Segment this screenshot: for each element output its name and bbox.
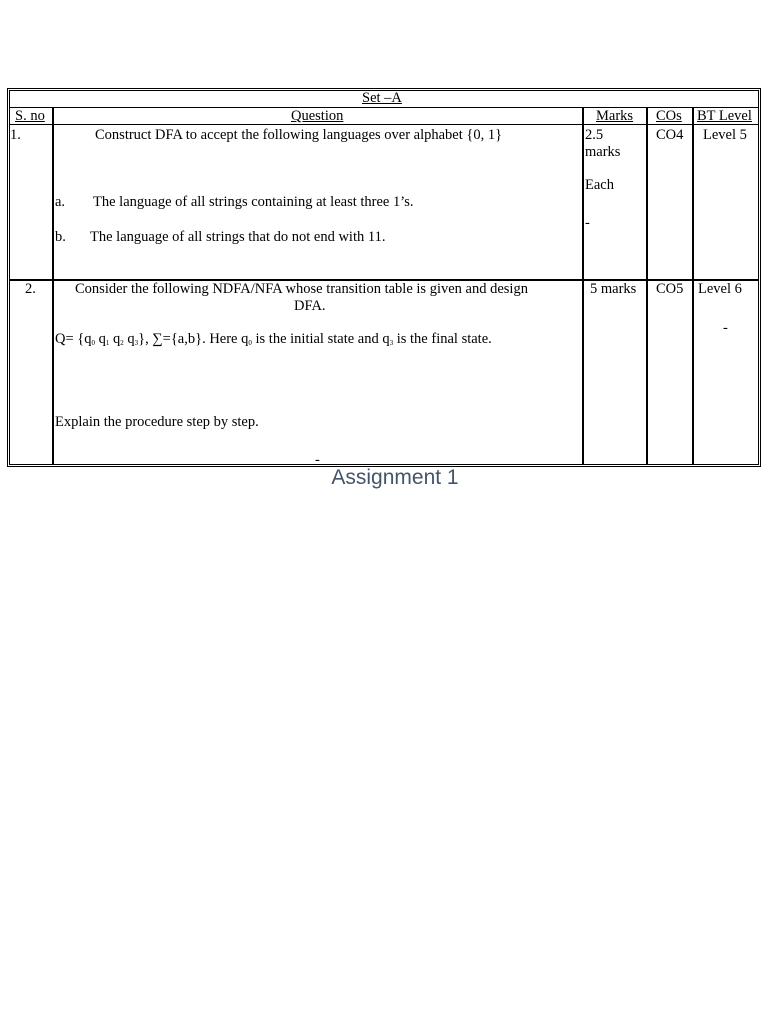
row1-marks-each: Each xyxy=(585,177,614,193)
row1-marks-value: 2.5 xyxy=(585,127,604,143)
assignment-title: Assignment 1 xyxy=(331,466,459,489)
header-bt-level: BT Level xyxy=(697,108,752,124)
row2-marks: 5 marks xyxy=(590,281,637,297)
row1-marks-unit: marks xyxy=(585,144,621,160)
col-divider-cos xyxy=(692,107,694,464)
row2-sno: 2. xyxy=(25,281,36,297)
header-sno: S. no xyxy=(15,108,45,124)
row2-question-title-line2: DFA. xyxy=(294,298,326,314)
row1-question-title: Construct DFA to accept the following languages over alphabet {0, 1} xyxy=(95,127,503,143)
row2-explain: Explain the procedure step by step. xyxy=(55,414,259,430)
row1-item-b-label: b. xyxy=(55,229,66,245)
row1-item-b-text: The language of all strings that do not end with 11. xyxy=(90,229,386,245)
row1-co: CO4 xyxy=(656,127,684,143)
set-title: Set –A xyxy=(362,90,402,106)
header-question: Question xyxy=(291,108,344,124)
row2-bt-level: Level 6 xyxy=(698,281,742,297)
row2-co: CO5 xyxy=(656,281,684,297)
row1-item-a-text: The language of all strings containing at least three 1’s. xyxy=(93,194,414,210)
row2-question-title-line1: Consider the following NDFA/NFA whose transition table is given and design xyxy=(75,281,528,297)
row2-bottom-dash: - xyxy=(315,452,320,468)
col-divider-sno xyxy=(52,107,54,464)
row2-state-definition: $Q= \{q_0$ $q_1$ $q_2$ $q_3$}, ∑={a,b}. Here $q_0$ is the initial state and $q_3$ is the final state. xyxy=(55,331,492,347)
row2-bt-dash: - xyxy=(723,320,728,336)
col-divider-marks xyxy=(646,107,648,464)
row1-bt-level: Level 5 xyxy=(703,127,747,143)
row1-item-a-label: a. xyxy=(55,194,66,210)
header-cos: COs xyxy=(656,108,682,124)
header-marks: Marks xyxy=(596,108,634,124)
row1-sno: 1. xyxy=(10,127,21,143)
row1-marks-dash: - xyxy=(585,215,590,231)
col-divider-question xyxy=(582,107,584,464)
